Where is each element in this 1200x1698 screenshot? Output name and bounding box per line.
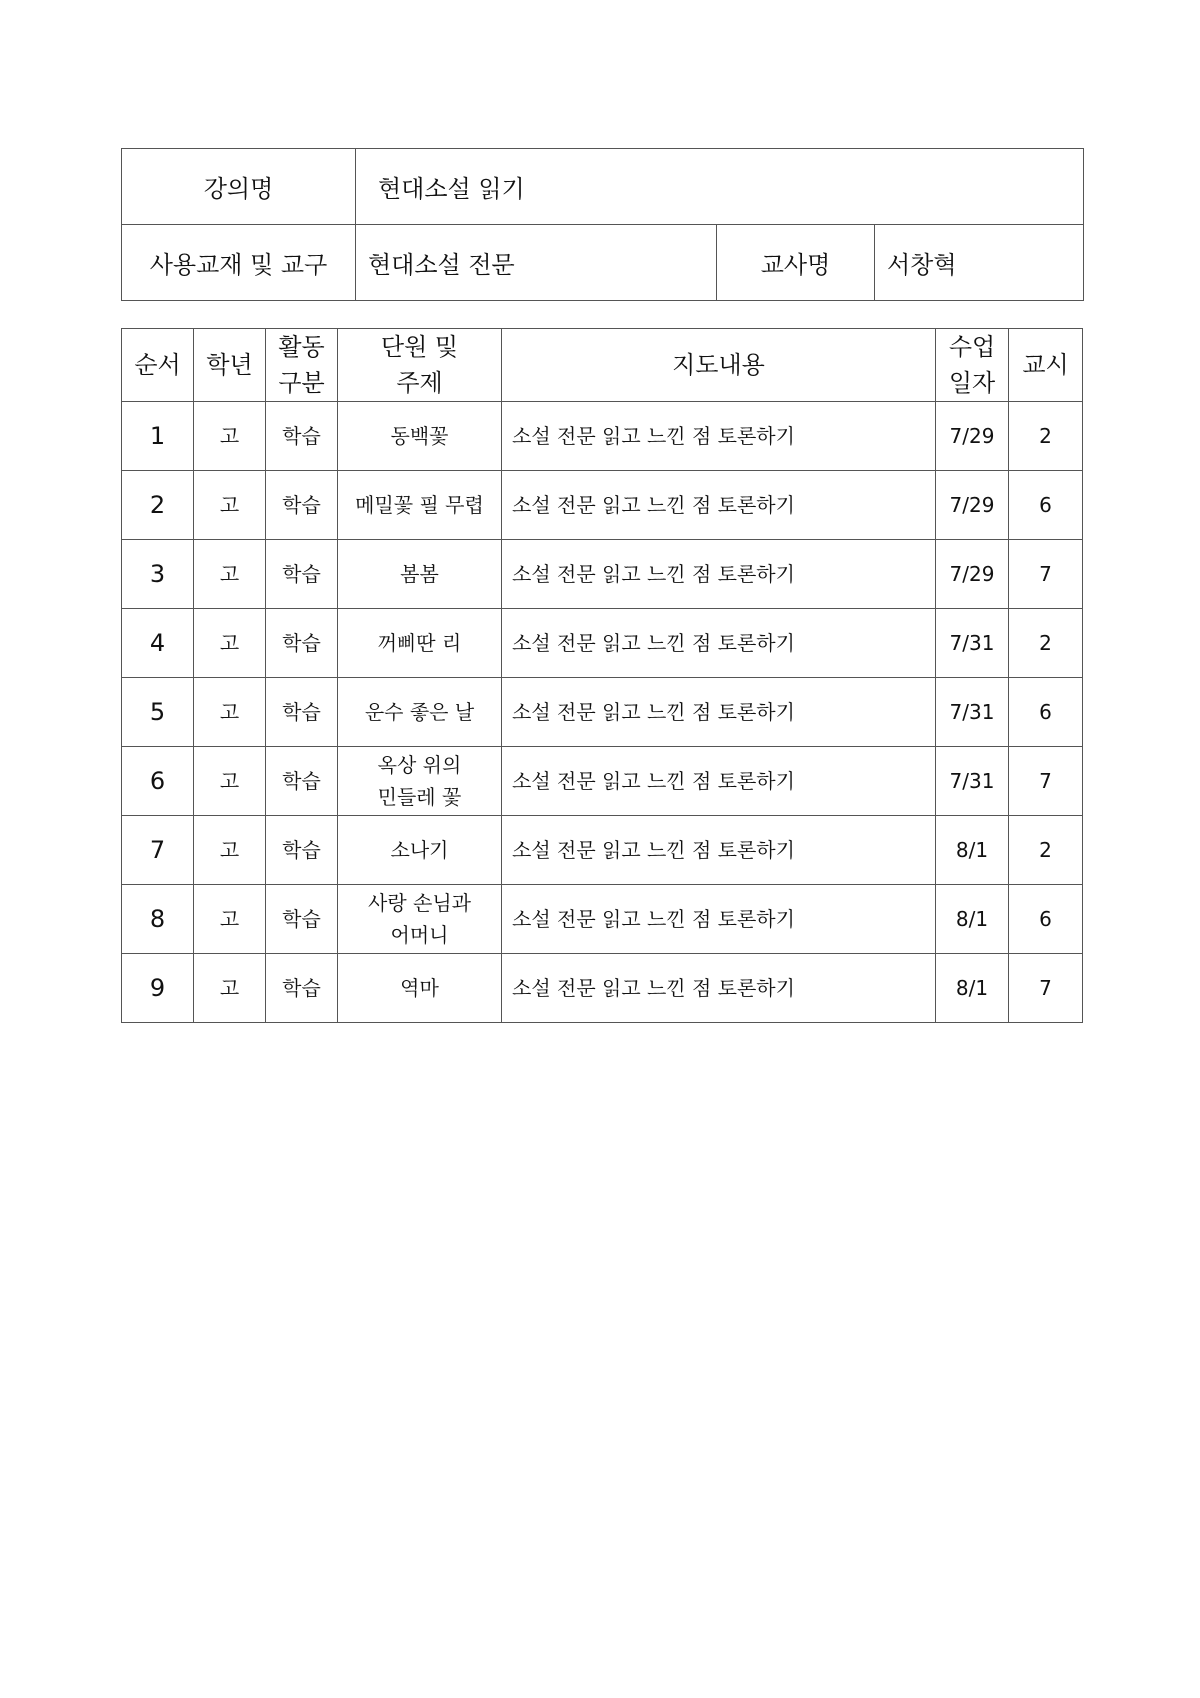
row-content: 소설 전문 읽고 느낀 점 토론하기 [502, 402, 936, 471]
header-date [936, 329, 1009, 402]
materials-row [122, 225, 1084, 301]
row-activity: 학습 [266, 540, 338, 609]
row-content: 소설 전문 읽고 느낀 점 토론하기 [502, 747, 936, 816]
course-info-table [121, 148, 1084, 301]
header-activity [266, 329, 338, 402]
row-unit [338, 609, 502, 678]
row-grade: 고 [194, 471, 266, 540]
row-period: 6 [1009, 678, 1083, 747]
row-content: 소설 전문 읽고 느낀 점 토론하기 [502, 471, 936, 540]
row-date: 7/31 [936, 747, 1009, 816]
header-unit-line1: 단원 및 [380, 333, 459, 361]
row-unit-line1: 사랑 손님과 [368, 891, 471, 915]
row-period: 6 [1009, 885, 1083, 954]
table-row [122, 402, 1083, 471]
lesson-schedule-table [121, 328, 1083, 1023]
header-period: 교시 [1009, 329, 1083, 402]
row-unit [338, 540, 502, 609]
header-grade: 학년 [194, 329, 266, 402]
row-order: 1 [122, 402, 194, 471]
row-content: 소설 전문 읽고 느낀 점 토론하기 [502, 540, 936, 609]
row-activity: 학습 [266, 816, 338, 885]
row-grade: 고 [194, 678, 266, 747]
row-order: 9 [122, 954, 194, 1023]
table-row [122, 609, 1083, 678]
header-date-line1: 수업 [948, 333, 996, 361]
table-row [122, 954, 1083, 1023]
course-value: 현대소설 읽기 [356, 149, 1084, 225]
header-activity-line2: 구분 [278, 369, 325, 397]
header-content: 지도내용 [502, 329, 936, 402]
row-order: 5 [122, 678, 194, 747]
row-unit-line1: 꺼삐딴 리 [377, 631, 462, 655]
table-row [122, 816, 1083, 885]
row-content: 소설 전문 읽고 느낀 점 토론하기 [502, 954, 936, 1023]
table-row [122, 540, 1083, 609]
row-period: 7 [1009, 747, 1083, 816]
row-grade: 고 [194, 540, 266, 609]
row-unit-line1: 동백꽃 [390, 424, 449, 448]
row-unit [338, 402, 502, 471]
table-row [122, 885, 1083, 954]
teacher-value: 서창혁 [875, 225, 1084, 301]
row-grade: 고 [194, 816, 266, 885]
row-unit-line1: 소나기 [390, 838, 449, 862]
row-unit-line1: 봄봄 [400, 562, 439, 586]
row-grade: 고 [194, 609, 266, 678]
row-order: 8 [122, 885, 194, 954]
row-period: 2 [1009, 816, 1083, 885]
teacher-label: 교사명 [717, 225, 875, 301]
row-order: 2 [122, 471, 194, 540]
row-period: 6 [1009, 471, 1083, 540]
row-period: 7 [1009, 954, 1083, 1023]
row-date: 8/1 [936, 954, 1009, 1023]
row-order: 4 [122, 609, 194, 678]
row-date: 7/29 [936, 402, 1009, 471]
course-row [122, 149, 1084, 225]
row-unit-line1: 옥상 위의 [377, 753, 462, 777]
row-unit [338, 471, 502, 540]
row-period: 2 [1009, 402, 1083, 471]
header-unit-line2: 주제 [396, 369, 443, 397]
row-content: 소설 전문 읽고 느낀 점 토론하기 [502, 609, 936, 678]
row-date: 7/31 [936, 678, 1009, 747]
row-activity: 학습 [266, 954, 338, 1023]
table-row [122, 678, 1083, 747]
row-unit-line2: 민들레 꽃 [377, 785, 462, 809]
header-row [122, 329, 1083, 402]
row-unit [338, 954, 502, 1023]
row-activity: 학습 [266, 471, 338, 540]
row-order: 7 [122, 816, 194, 885]
header-unit [338, 329, 502, 402]
row-activity: 학습 [266, 678, 338, 747]
header-order: 순서 [122, 329, 194, 402]
row-content: 소설 전문 읽고 느낀 점 토론하기 [502, 816, 936, 885]
row-period: 7 [1009, 540, 1083, 609]
materials-value: 현대소설 전문 [356, 225, 717, 301]
row-date: 8/1 [936, 885, 1009, 954]
table-row [122, 471, 1083, 540]
row-activity: 학습 [266, 885, 338, 954]
row-unit-line1: 운수 좋은 날 [364, 700, 475, 724]
row-unit-line2: 어머니 [390, 923, 449, 947]
row-content: 소설 전문 읽고 느낀 점 토론하기 [502, 678, 936, 747]
row-order: 3 [122, 540, 194, 609]
row-unit-line1: 메밀꽃 필 무렵 [355, 493, 484, 517]
row-date: 7/31 [936, 609, 1009, 678]
row-unit [338, 747, 502, 816]
row-unit [338, 816, 502, 885]
materials-label: 사용교재 및 교구 [122, 225, 356, 301]
row-unit-line1: 역마 [400, 976, 439, 1000]
row-grade: 고 [194, 954, 266, 1023]
row-date: 7/29 [936, 471, 1009, 540]
row-period: 2 [1009, 609, 1083, 678]
row-content: 소설 전문 읽고 느낀 점 토론하기 [502, 885, 936, 954]
row-date: 8/1 [936, 816, 1009, 885]
table-row [122, 747, 1083, 816]
row-activity: 학습 [266, 609, 338, 678]
row-grade: 고 [194, 402, 266, 471]
row-unit [338, 678, 502, 747]
row-activity: 학습 [266, 402, 338, 471]
header-activity-line1: 활동 [278, 333, 325, 361]
row-grade: 고 [194, 747, 266, 816]
header-date-line2: 일자 [948, 369, 996, 397]
row-grade: 고 [194, 885, 266, 954]
row-order: 6 [122, 747, 194, 816]
row-activity: 학습 [266, 747, 338, 816]
row-date: 7/29 [936, 540, 1009, 609]
schedule-body [122, 402, 1083, 1023]
row-unit [338, 885, 502, 954]
course-label: 강의명 [122, 149, 356, 225]
